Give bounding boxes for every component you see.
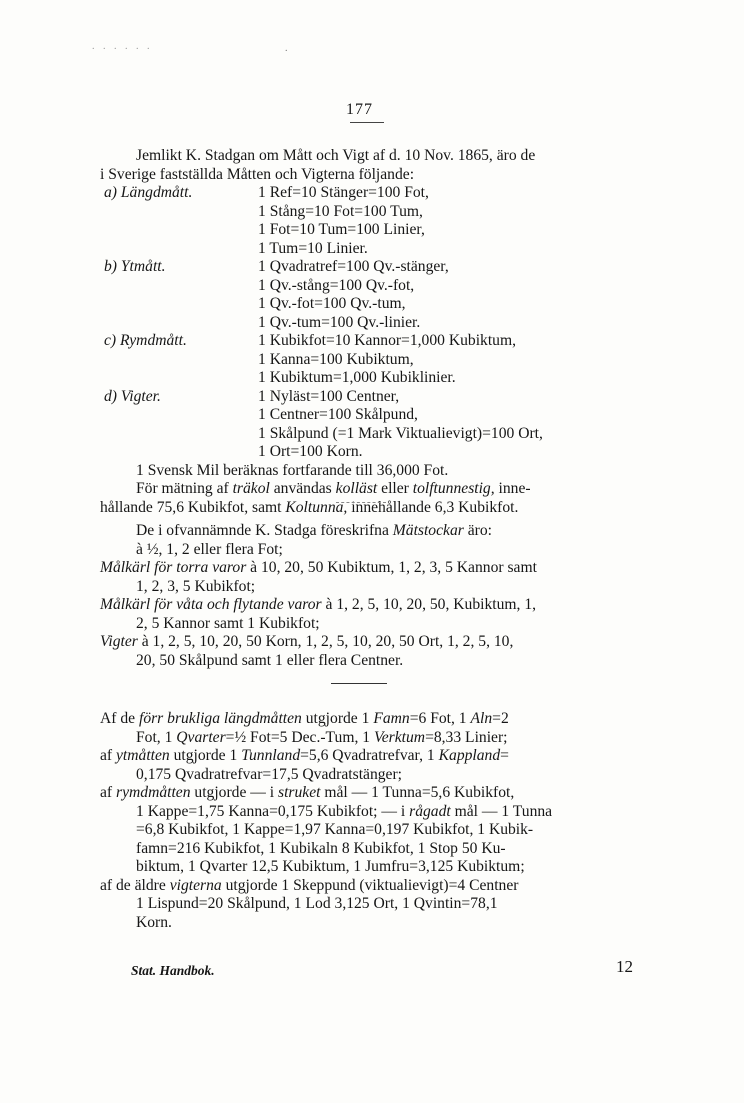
weight-line-3: 1 Skålpund (=1 Mark Viktualievigt)=100 Ort, xyxy=(258,425,543,442)
old-line-9: biktum, 1 Qvarter 12,5 Kubiktum, 1 Jumfru=3,125 Kubiktum; xyxy=(136,858,525,875)
footer-signature: Stat. Handbok. xyxy=(131,963,215,978)
weight-line-1: 1 Nyläst=100 Centner, xyxy=(258,388,400,405)
section-divider-1 xyxy=(336,502,386,503)
charcoal-line-1: För mätning af träkol användas kolläst eller tolftunnestig, inne- xyxy=(136,480,531,497)
label-langdmatt: a) Längdmått. xyxy=(104,184,193,201)
label-vigter: d) Vigter. xyxy=(104,388,161,405)
scan-specks: . . . . . . xyxy=(92,41,153,52)
old-line-11: 1 Lispund=20 Skålpund, 1 Lod 3,125 Ort, 1 Qvintin=78,1 xyxy=(136,895,498,912)
instruments-line-5: Målkärl för våta och flytande varor à 1, 2, 5, 10, 20, 50, Kubiktum, 1, xyxy=(100,596,537,613)
length-line-3: 1 Fot=10 Tum=100 Linier, xyxy=(258,221,425,238)
instruments-line-2: à ½, 1, 2 eller flera Fot; xyxy=(136,541,283,558)
old-line-6: 1 Kappe=1,75 Kanna=0,175 Kubikfot; — i rågadt mål — 1 Tunna xyxy=(136,803,553,820)
instruments-line-3: Målkärl för torra varor à 10, 20, 50 Kubiktum, 1, 2, 3, 5 Kannor samt xyxy=(100,559,537,576)
length-line-4: 1 Tum=10 Linier. xyxy=(258,240,368,257)
old-line-1: Af de förr brukliga längdmåtten utgjorde 1 Famn=6 Fot, 1 Aln=2 xyxy=(100,710,509,727)
length-line-2: 1 Stång=10 Fot=100 Tum, xyxy=(258,203,423,220)
area-line-1: 1 Qvadratref=100 Qv.-stänger, xyxy=(258,258,449,275)
old-line-4: 0,175 Qvadratrefvar=17,5 Qvadratstänger; xyxy=(136,766,402,783)
instruments-line-7: Vigter à 1, 2, 5, 10, 20, 50 Korn, 1, 2, 5, 10, 20, 50 Ort, 1, 2, 5, 10, xyxy=(100,633,514,650)
scan-dot: . xyxy=(285,43,288,54)
volume-line-1: 1 Kubikfot=10 Kannor=1,000 Kubiktum, xyxy=(258,332,516,349)
instruments-line-6: 2, 5 Kannor samt 1 Kubikfot; xyxy=(136,615,320,632)
label-rymdmatt: c) Rymdmått. xyxy=(104,332,187,349)
volume-line-3: 1 Kubiktum=1,000 Kubiklinier. xyxy=(258,369,456,386)
weight-line-4: 1 Ort=100 Korn. xyxy=(258,443,363,460)
intro-line-1: Jemlikt K. Stadgan om Mått och Vigt af d. 10 Nov. 1865, äro de xyxy=(136,147,536,164)
footer-sheet-number: 12 xyxy=(616,957,633,976)
old-line-7: =6,8 Kubikfot, 1 Kappe=1,97 Kanna=0,197 Kubikfot, 1 Kubik- xyxy=(136,821,534,838)
weight-line-2: 1 Centner=100 Skålpund, xyxy=(258,406,418,423)
length-line-1: 1 Ref=10 Stänger=100 Fot, xyxy=(258,184,429,201)
mil-line: 1 Svensk Mil beräknas fortfarande till 36,000 Fot. xyxy=(136,462,449,479)
section-divider-2 xyxy=(331,683,387,684)
page-number: 177 xyxy=(346,101,373,118)
instruments-line-4: 1, 2, 3, 5 Kubikfot; xyxy=(136,578,256,595)
old-line-10: af de äldre vigterna utgjorde 1 Skeppund (viktualievigt)=4 Centner xyxy=(100,877,519,894)
old-line-5: af rymdmåtten utgjorde — i struket mål — 1 Tunna=5,6 Kubikfot, xyxy=(100,784,515,801)
volume-line-2: 1 Kanna=100 Kubiktum, xyxy=(258,351,414,368)
area-line-3: 1 Qv.-fot=100 Qv.-tum, xyxy=(258,295,406,312)
instruments-line-8: 20, 50 Skålpund samt 1 eller flera Centner. xyxy=(136,652,404,669)
intro-line-2: i Sverige fastställda Måtten och Vigterna följande: xyxy=(100,166,415,183)
area-line-2: 1 Qv.-stång=100 Qv.-fot, xyxy=(258,277,415,294)
old-line-8: famn=216 Kubikfot, 1 Kubikaln 8 Kubikfot, 1 Stop 50 Ku- xyxy=(136,840,506,857)
old-line-12: Korn. xyxy=(136,914,172,931)
old-line-2: Fot, 1 Qvarter=½ Fot=5 Dec.-Tum, 1 Verktum=8,33 Linier; xyxy=(136,729,508,746)
page-number-underline xyxy=(350,122,384,123)
area-line-4: 1 Qv.-tum=100 Qv.-linier. xyxy=(258,314,421,331)
old-line-3: af ytmåtten utgjorde 1 Tunnland=5,6 Qvadratrefvar, 1 Kappland= xyxy=(100,747,509,764)
charcoal-line-2: hållande 75,6 Kubikfot, samt Koltunna, innehållande 6,3 Kubikfot. xyxy=(100,499,519,516)
label-ytmatt: b) Ytmått. xyxy=(104,258,166,275)
instruments-line-1: De i ofvannämnde K. Stadga föreskrifna Mätstockar äro: xyxy=(136,522,492,539)
